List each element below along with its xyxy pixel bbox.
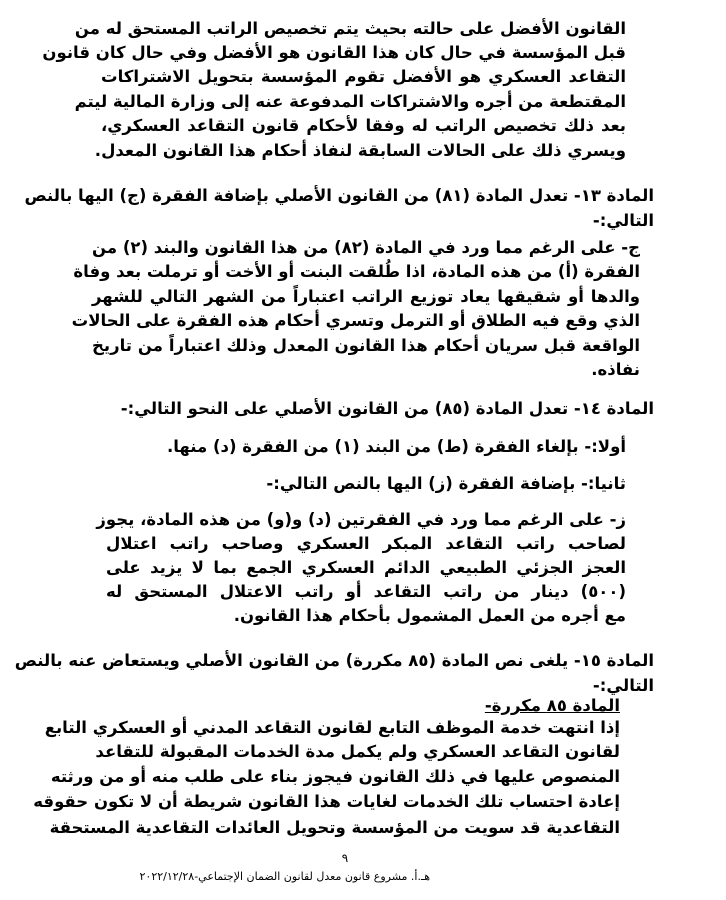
article-15-body-line: التقاعدية قد سويت من المؤسسة وتحويل العائدات التقاعدية المستحقة xyxy=(49,818,620,837)
article-14-clause-line: ز- على الرغم مما ورد في الفقرتين (د) و(و) من هذه المادة، يجوز xyxy=(96,510,626,529)
page-number: ٩ xyxy=(341,851,349,865)
article-15-body-line: لقانون التقاعد العسكري ولم يكمل مدة الخدمات المقبولة للتقاعد xyxy=(95,742,620,761)
intro-line: التقاعد العسكري هو الأفضل تقوم المؤسسة بتحويل الاشتراكات xyxy=(101,67,626,86)
article-14-clause-line: لصاحب راتب التقاعد المبكر العسكري وصاحب راتب اعتلال xyxy=(106,534,626,553)
article-15-body-line: إعادة احتساب تلك الخدمات لغايات هذا القانون شريطة أن لا تكون حقوقه xyxy=(33,792,620,811)
article-14-clause-line: (٥٠٠) دينار من راتب التقاعد أو راتب الاعتلال المستحق له xyxy=(106,582,626,601)
article-15-body-line: المنصوص عليها في ذلك القانون فيجوز بناء على طلب منه أو من ورثته xyxy=(50,767,620,786)
article-14-second: ثانيا:- بإضافة الفقرة (ز) اليها بالنص التالي:- xyxy=(266,474,626,493)
article-13-heading-cont: التالي:- xyxy=(592,211,654,230)
article-13-clause-line: الفقرة (أ) من هذه المادة، اذا طُلقت البنت أو الأخت أو ترملت بعد وفاة xyxy=(73,262,640,281)
article-85-repeated-subtitle: المادة ٨٥ مكررة- xyxy=(484,696,620,715)
intro-line: القانون الأفضل على حالته بحيث يتم تخصيص الراتب المستحق له من xyxy=(74,19,626,38)
article-13-clause-line: والدها أو شقيقها يعاد توزيع الراتب اعتباراً من الشهر التالي للشهر xyxy=(92,287,640,306)
article-14-first: أولا:- بإلغاء الفقرة (ط) من البند (١) من الفقرة (د) منها. xyxy=(166,437,626,456)
intro-line: المقتطعة من أجره والاشتراكات المدفوعة عنه إلى وزارة المالية ليتم xyxy=(74,92,626,111)
article-13-clause-line: الذي وقع فيه الطلاق أو الترمل وتسري أحكام هذه الفقرة على الحالات xyxy=(71,311,640,330)
article-15-heading-cont: التالي:- xyxy=(592,676,654,695)
footer-reference: هـ.أ. مشروع قانون معدل لقانون الضمان الإجتماعي-٢٠٢٢/١٢/٢٨ xyxy=(139,870,430,883)
article-13-heading: المادة ١٣- تعدل المادة (٨١) من القانون الأصلي بإضافة الفقرة (ج) اليها بالنص xyxy=(24,186,654,205)
article-14-heading: المادة ١٤- تعدل المادة (٨٥) من القانون الأصلي على النحو التالي:- xyxy=(120,399,654,418)
article-15-body-line: إذا انتهت خدمة الموظف التابع لقانون التقاعد المدني أو العسكري التابع xyxy=(44,718,620,737)
intro-line: قبل المؤسسة في حال كان هذا القانون هو الأفضل وفي حال كان قانون xyxy=(42,43,626,62)
article-13-clause-line: ج- على الرغم مما ورد في المادة (٨٢) من هذا القانون والبند (٢) من xyxy=(92,238,640,257)
intro-line: ويسري ذلك على الحالات السابقة لنفاذ أحكام هذا القانون المعدل. xyxy=(94,141,626,160)
intro-line: بعد ذلك تخصيص الراتب له وفقا لأحكام قانون التقاعد العسكري، xyxy=(101,116,626,135)
article-14-clause-line: مع أجره من العمل المشمول بأحكام هذا القانون. xyxy=(233,606,626,625)
article-13-clause-line: الواقعة قبل سريان أحكام هذا القانون المعدل وذلك اعتباراً من تاريخ xyxy=(92,336,640,355)
article-15-heading: المادة ١٥- يلغى نص المادة (٨٥ مكررة) من القانون الأصلي ويستعاض عنه بالنص xyxy=(14,651,654,670)
article-13-clause-line: نفاذه. xyxy=(591,360,640,379)
article-14-clause-line: العجز الجزئي الطبيعي الدائم العسكري الجمع بما لا يزيد على xyxy=(106,558,626,577)
